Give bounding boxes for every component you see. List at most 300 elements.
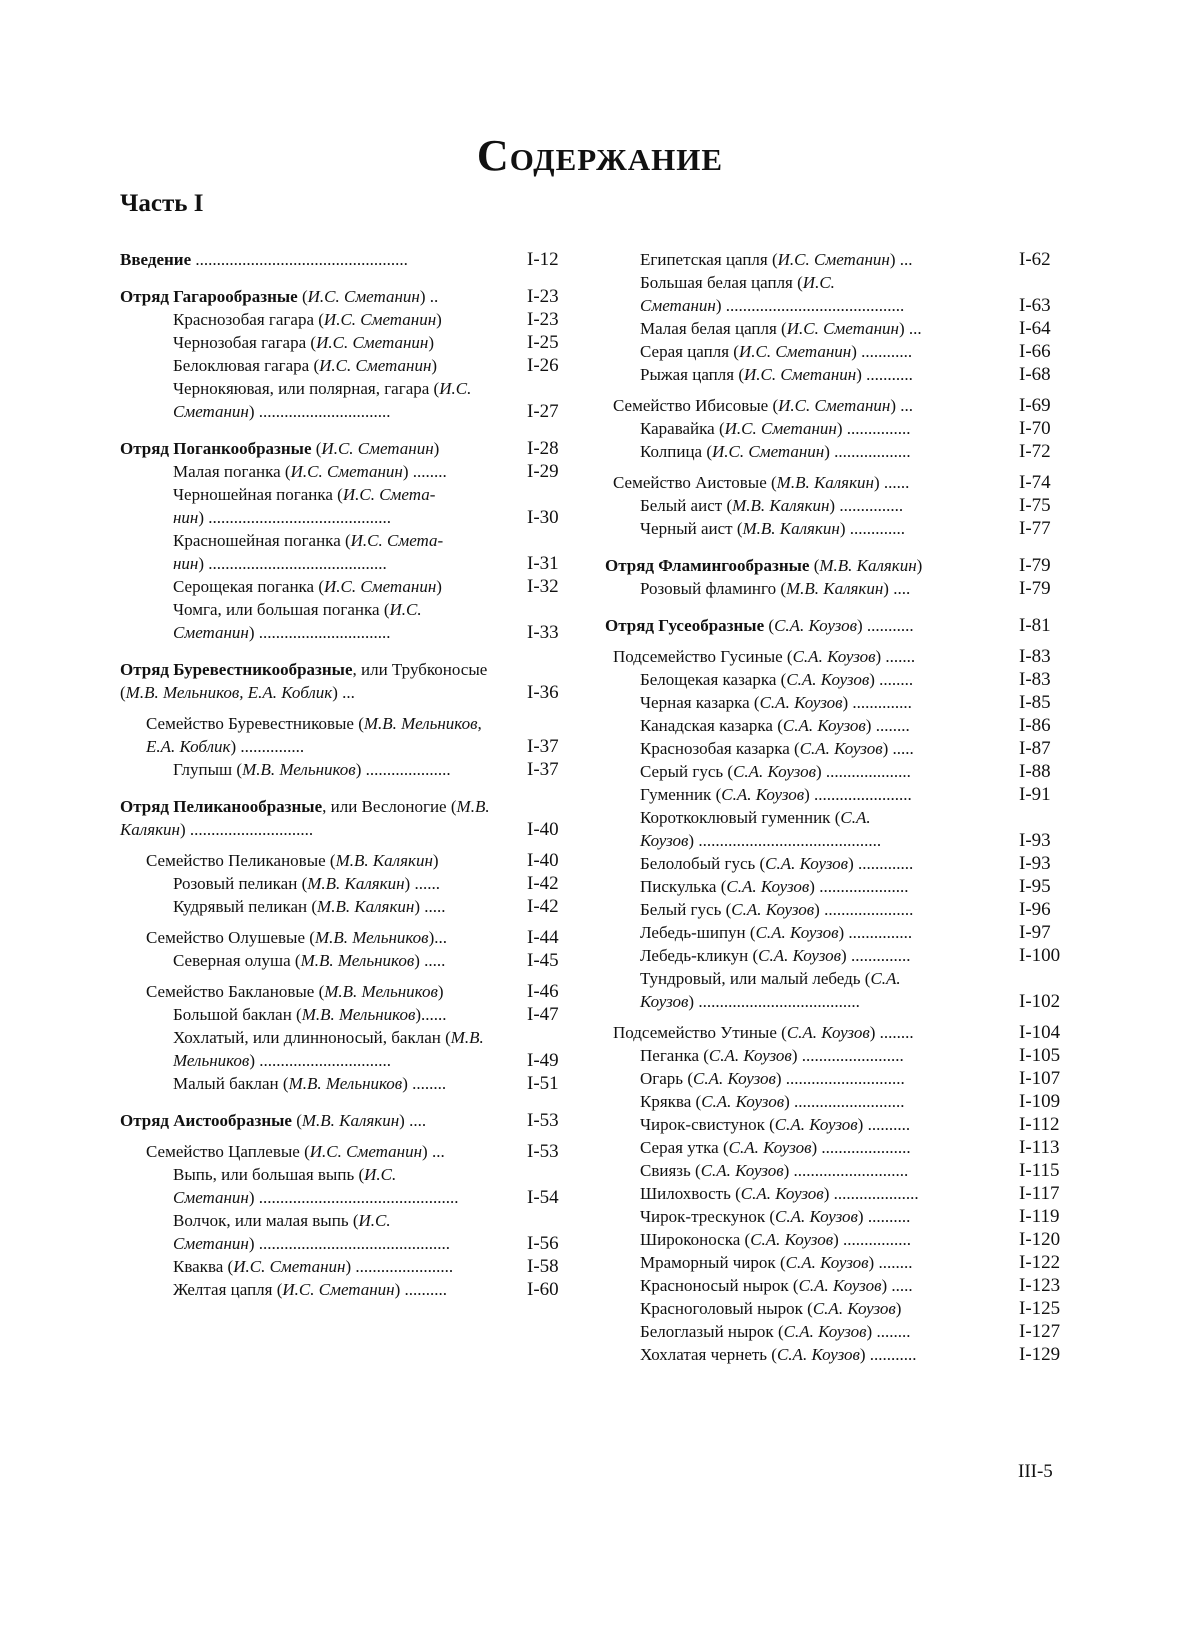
toc-leader-dots: ........................................... [694, 831, 882, 850]
toc-entry-text: Черный аист (М.В. Калякин) ............. [640, 519, 905, 538]
toc-entry-title: Серая цапля [640, 342, 730, 361]
toc-page-ref: I-12 [527, 249, 559, 270]
toc-leader-dots: .... [404, 1111, 427, 1130]
toc-entry-author: С.А. Коузов [782, 716, 866, 735]
toc-entry-subtitle: , или Трубконосые [352, 660, 488, 679]
toc-entry [605, 363, 1067, 386]
toc-leader-dots: .......................................... [204, 554, 387, 573]
toc-entry-title: Тундровый, или малый лебедь [640, 969, 861, 988]
toc-entry [605, 1113, 1067, 1136]
toc-page-ref: I-86 [1019, 715, 1051, 736]
toc-entry-title: Розовый пеликан [173, 874, 298, 893]
toc-entry-text: Кряква (С.А. Коузов) .......................... [640, 1092, 905, 1111]
toc-entry [120, 758, 575, 781]
toc-entry-author: С.А. Коузов [750, 1230, 834, 1249]
toc-page-ref: I-40 [527, 850, 559, 871]
toc-leader-dots: ........................ [797, 1046, 904, 1065]
toc-page-ref: I-40 [527, 819, 559, 840]
toc-entry [605, 645, 1067, 668]
toc-entry-title: Малая белая цапля [640, 319, 777, 338]
toc-entry [120, 1255, 575, 1278]
toc-entry-title: Красношейная поганка [173, 531, 341, 550]
toc-entry-title: Желтая цапля [173, 1280, 273, 1299]
toc-leader-dots: ............ [856, 342, 913, 361]
toc-entry [605, 417, 1067, 440]
toc-entry-title: Семейство Ибисовые [613, 396, 769, 415]
toc-entry-title: Семейство Баклановые [146, 982, 315, 1001]
toc-leader-dots: ....................... [351, 1257, 454, 1276]
toc-entry [120, 377, 575, 423]
toc-entry-title: Большая белая цапля [640, 273, 793, 292]
toc-entry-author: И.С. Сметанин [233, 1257, 346, 1276]
toc-entry-text: Белоглазый нырок (С.А. Коузов) ........ [640, 1322, 911, 1341]
toc-entry-text: Красношейная поганка (И.С. Смета-нин) .......................................... [173, 531, 444, 573]
toc-page-ref: I-97 [1019, 922, 1051, 943]
toc-page-ref: I-93 [1019, 853, 1051, 874]
toc-entry-text: Колпица (И.С. Сметанин) .................. [640, 442, 911, 461]
toc-entry-author: С.А. Коузов [799, 739, 883, 758]
toc-entry-text: Чирок-свистунок (С.А. Коузов) .......... [640, 1115, 911, 1134]
toc-page-ref: I-26 [527, 355, 559, 376]
toc-entry [605, 494, 1067, 517]
toc-entry-title: Колпица [640, 442, 703, 461]
toc-entry-text: Глупыш (М.В. Мельников) .................... [173, 760, 451, 779]
toc-entry [605, 668, 1067, 691]
toc-entry-author: С.А. Коузов [700, 1161, 784, 1180]
toc-entry-author: М.В. Калякин [786, 579, 884, 598]
toc-entry-title: Северная олуша [173, 951, 291, 970]
toc-leader-dots: ........ [872, 1322, 911, 1341]
toc-entry-text [120, 248, 505, 271]
toc-page-ref: I-63 [1019, 295, 1051, 316]
toc-leader-dots: ..................... [817, 1138, 911, 1157]
toc-entry-text: Чернокяювая, или полярная, гагара (И.С. Сметанин) ............................... [173, 379, 472, 421]
toc-entry-text: Серый гусь (С.А. Коузов) .................... [640, 762, 911, 781]
toc-entry-text: Семейство Олушевые (М.В. Мельников)... [146, 928, 447, 947]
toc-page-ref: I-28 [527, 438, 559, 459]
toc-entry [120, 1163, 575, 1209]
toc-entry-text: Отряд Аистообразные (М.В. Калякин) .... [120, 1111, 427, 1130]
toc-entry [120, 598, 575, 644]
toc-page-ref: I-33 [527, 622, 559, 643]
toc-entry-title: Черный аист [640, 519, 733, 538]
toc-page-ref: I-113 [1019, 1137, 1060, 1158]
toc-entry [120, 1072, 575, 1095]
toc-page-ref: I-25 [527, 332, 559, 353]
toc-page-ref: I-68 [1019, 364, 1051, 385]
toc-entry-title: Введение [120, 250, 192, 269]
toc-page-ref: I-107 [1019, 1068, 1061, 1089]
toc-entry-title: Красноголовый нырок [640, 1299, 803, 1318]
toc-page-ref: I-32 [527, 576, 559, 597]
toc-entry [605, 737, 1067, 760]
toc-entry-text: Желтая цапля (И.С. Сметанин) .......... [173, 1280, 448, 1299]
toc-entry-author: С.А. Коузов [726, 877, 810, 896]
toc-page-ref: I-44 [527, 927, 559, 948]
toc-entry-title: Белощекая казарка [640, 670, 777, 689]
toc-entry [120, 872, 575, 895]
toc-entry [605, 577, 1067, 600]
toc-entry-text: Выпь, или большая выпь (И.С. Сметанин) ............................................... [173, 1165, 459, 1207]
toc-page-ref: I-56 [527, 1233, 559, 1254]
toc-entry-text: Гуменник (С.А. Коузов) ....................... [640, 785, 912, 804]
toc-leader-dots: ............. [853, 854, 914, 873]
toc-entry [605, 1343, 1067, 1366]
toc-leader-dots: .................. [829, 442, 911, 461]
toc-entry-text: Подсемейство Гусиные (С.А. Коузов) ....... [613, 647, 916, 666]
toc-entry-title: Отряд Пеликанообразные [120, 797, 323, 816]
toc-entry-title: Розовый фламинго [640, 579, 777, 598]
toc-leader-dots: ............. [845, 519, 905, 538]
toc-entry [605, 317, 1067, 340]
toc-entry [120, 1003, 575, 1026]
toc-entry-author: И.С. Смета-нин [173, 531, 444, 573]
toc-entry-title: Чернозобая гагара [173, 333, 307, 352]
toc-entry-author: И.С. Сметанин [290, 462, 403, 481]
toc-page-ref: I-81 [1019, 615, 1051, 636]
toc-entry-author: И.С. Сметанин [323, 310, 437, 329]
toc-entry-text: Хохлатый, или длинноносый, баклан (М.В. Мельников) ............................... [173, 1028, 484, 1070]
toc-page-ref: I-91 [1019, 784, 1051, 805]
toc-entry-text: Красноголовый нырок (С.А. Коузов) [640, 1299, 902, 1318]
toc-page-ref: I-37 [527, 736, 559, 757]
toc-entry-text: Отряд Поганкообразные (И.С. Сметанин) [120, 439, 440, 458]
toc-entry [120, 575, 575, 598]
toc-entry-title: Белый аист [640, 496, 723, 515]
toc-entry-author: М.В. Калякин [732, 496, 830, 515]
toc-leader-dots: .................... [829, 1184, 919, 1203]
toc-entry-author: М.В. Калякин [317, 897, 415, 916]
toc-leader-dots: ..................... [814, 877, 909, 896]
toc-entry-author: И.С. Сметанин [309, 1142, 423, 1161]
toc-page-ref: I-49 [527, 1050, 559, 1071]
toc-entry-title: Черношейная поганка [173, 485, 333, 504]
toc-page-ref: I-23 [527, 309, 559, 330]
toc-leader-dots: ............................................. [254, 1234, 451, 1253]
toc-entry-author: М.В. Калякин [742, 519, 840, 538]
toc-entry-title: Краснозобая казарка [640, 739, 790, 758]
toc-entry-text: Большая белая цапля (И.С. Сметанин) .......................................... [640, 273, 905, 315]
toc-entry-title: Большой баклан [173, 1005, 292, 1024]
toc-page-ref: I-119 [1019, 1206, 1060, 1227]
toc-entry-author: М.В. Мельников [301, 1005, 416, 1024]
toc-entry-author: И.С. Сметанин [321, 439, 434, 458]
toc-entry-author: М.В. Калякин [120, 797, 490, 839]
toc-entry-text: Отряд Фламингообразные (М.В. Калякин) [605, 556, 923, 575]
toc-entry [120, 1140, 575, 1163]
toc-entry [605, 1205, 1067, 1228]
toc-entry-author: С.А. Коузов [701, 1092, 785, 1111]
toc-entry-author: С.А. Коузов [740, 1184, 824, 1203]
toc-entry [605, 806, 1067, 852]
toc-entry-text: Волчок, или малая выпь (И.С. Сметанин) ............................................. [173, 1211, 451, 1253]
toc-entry-title: Серощекая поганка [173, 577, 315, 596]
toc-page-ref: I-83 [1019, 669, 1051, 690]
toc-entry-author: С.А. Коузов [792, 647, 876, 666]
toc-entry-title: Гуменник [640, 785, 712, 804]
toc-entry-author: С.А. Коузов [708, 1046, 792, 1065]
toc-entry-author: С.А. Коузов [798, 1276, 882, 1295]
toc-leader-dots: ........ [407, 1074, 447, 1093]
toc-entry-text: Белый гусь (С.А. Коузов) ..................... [640, 900, 914, 919]
toc-leader-dots: ............... [844, 923, 913, 942]
toc-entry [120, 460, 575, 483]
toc-entry-text: Пискулька (С.А. Коузов) ..................... [640, 877, 909, 896]
toc-entry-text: Краснозобая гагара (И.С. Сметанин) [173, 310, 442, 329]
toc-entry-text: Чернозобая гагара (И.С. Сметанин) [173, 333, 434, 352]
toc-entry-title: Чомга, или большая поганка [173, 600, 380, 619]
toc-leader-dots: ..... [419, 951, 446, 970]
toc-entry-text: Огарь (С.А. Коузов) ............................ [640, 1069, 905, 1088]
toc-entry [605, 921, 1067, 944]
toc-entry-text: Отряд Пеликанообразные, или Веслоногие (М.В. Калякин) ............................. [120, 797, 490, 839]
toc-entry-title: Огарь [640, 1069, 684, 1088]
toc-entry [605, 1228, 1067, 1251]
toc-entry [605, 1067, 1067, 1090]
toc-leader-dots: .......... [863, 1207, 911, 1226]
toc-entry-text: Черная казарка (С.А. Коузов) .............. [640, 693, 912, 712]
toc-entry-title: Кряква [640, 1092, 692, 1111]
toc-page-ref: I-123 [1019, 1275, 1061, 1296]
toc-page-ref: I-93 [1019, 830, 1051, 851]
toc-entry-title: Краснозобая гагара [173, 310, 314, 329]
toc-entry-text: Чомга, или большая поганка (И.С. Сметанин) ............................... [173, 600, 422, 642]
toc-entry-title: Семейство Олушевые [146, 928, 306, 947]
toc-entry-text: Кудрявый пеликан (М.В. Калякин) ..... [173, 897, 446, 916]
toc-page-ref: I-72 [1019, 441, 1051, 462]
toc-entry-title: Красноносый нырок [640, 1276, 789, 1295]
toc-entry-title: Кудрявый пеликан [173, 897, 308, 916]
toc-entry-title: Выпь, или большая выпь [173, 1165, 355, 1184]
toc-leader-dots: ............................................... [254, 1188, 459, 1207]
toc-entry-title: Лебедь-шипун [640, 923, 746, 942]
toc-leader-dots: ..... [888, 739, 914, 758]
toc-entry-text: Белый аист (М.В. Калякин) ............... [640, 496, 904, 515]
toc-page-ref: I-51 [527, 1073, 559, 1094]
toc-leader-dots: ............................. [185, 820, 314, 839]
toc-entry-author: М.В. Мельников [242, 760, 356, 779]
toc-entry-text: Каравайка (И.С. Сметанин) ............... [640, 419, 911, 438]
toc-entry [120, 658, 575, 704]
toc-entry [605, 1251, 1067, 1274]
toc-entry [605, 1044, 1067, 1067]
toc-leader-dots: ..................... [819, 900, 914, 919]
toc-page-ref: I-31 [527, 553, 559, 574]
page-title: Содержание [476, 131, 724, 180]
toc-leader-dots: ........ [875, 1023, 914, 1042]
toc-leader-dots: .............. [846, 946, 911, 965]
toc-leader-dots: ...... [879, 473, 910, 492]
toc-entry-title: Широконоска [640, 1230, 741, 1249]
toc-page-ref: I-79 [1019, 578, 1051, 599]
toc-entry-text: Лебедь-шипун (С.А. Коузов) ............... [640, 923, 913, 942]
toc-entry [120, 483, 575, 529]
toc-entry-title: Глупыш [173, 760, 233, 779]
toc-entry [120, 1109, 575, 1132]
toc-entry [605, 714, 1067, 737]
toc-entry-title: Серый гусь [640, 762, 724, 781]
toc-entry-subtitle: , или Веслоногие [322, 797, 447, 816]
toc-entry [605, 340, 1067, 363]
toc-entry-text: Серая утка (С.А. Коузов) ..................... [640, 1138, 911, 1157]
toc-entry-title: Каравайка [640, 419, 715, 438]
toc-page-ref: I-42 [527, 896, 559, 917]
toc-entry-text: Малый баклан (М.В. Мельников) ........ [173, 1074, 447, 1093]
toc-entry-author: И.С. Сметанин [738, 342, 852, 361]
toc-leader-dots: .............. [848, 693, 912, 712]
toc-page-ref: I-46 [527, 981, 559, 1002]
toc-leader-dots: ........ [408, 462, 447, 481]
toc-leader-dots: ............................ [781, 1069, 905, 1088]
toc-page-ref: I-27 [527, 401, 559, 422]
toc-entry-text: Семейство Цаплевые (И.С. Сметанин) ... [146, 1142, 445, 1161]
toc-entry-text: Серощекая поганка (И.С. Сметанин) [173, 577, 442, 596]
toc-entry [605, 898, 1067, 921]
toc-entry-author: С.А. Коузов [765, 854, 849, 873]
toc-entry-title: Семейство Пеликановые [146, 851, 326, 870]
toc-entry [120, 926, 575, 949]
toc-entry [605, 248, 1067, 271]
toc-entry [605, 783, 1067, 806]
toc-entry [120, 1278, 575, 1301]
toc-entry-author: М.В. Мельников, Е.А. Коблик [125, 683, 333, 702]
toc-entry-text: Розовый пеликан (М.В. Калякин) ...... [173, 874, 440, 893]
toc-page-ref: I-53 [527, 1141, 559, 1162]
toc-leader-dots: ............................... [254, 402, 391, 421]
toc-entry-text: Отряд Гусеобразные (С.А. Коузов) ........... [605, 616, 914, 635]
toc-entry-text: Семейство Ибисовые (И.С. Сметанин) ... [613, 396, 914, 415]
toc-entry-text: Розовый фламинго (М.В. Калякин) .... [640, 579, 911, 598]
toc-page-ref: I-85 [1019, 692, 1051, 713]
toc-entry-title: Мраморный чирок [640, 1253, 776, 1272]
toc-entry-author: И.С. Сметанин [786, 319, 899, 338]
toc-entry-text: Египетская цапля (И.С. Сметанин) ... [640, 250, 913, 269]
toc-page-ref: I-100 [1019, 945, 1061, 966]
toc-leader-dots: .. [425, 287, 439, 306]
toc-entry-author: М.В. Калякин [307, 874, 405, 893]
toc-entry-text: Малая поганка (И.С. Сметанин) ........ [173, 462, 447, 481]
toc-entry-text: Серая цапля (И.С. Сметанин) ............ [640, 342, 913, 361]
toc-entry-title: Рыжая цапля [640, 365, 735, 384]
toc-leader-dots: ........ [871, 716, 910, 735]
toc-page-ref: I-60 [527, 1279, 559, 1300]
toc-entry-text: Лебедь-кликун (С.А. Коузов) .............. [640, 946, 911, 965]
toc-page-ref: I-115 [1019, 1160, 1060, 1181]
toc-entry-author: И.С. Сметанин [282, 1280, 395, 1299]
toc-entry-author: С.А. Коузов [774, 616, 857, 635]
toc-entry-author: М.В. Мельников [173, 1028, 484, 1070]
toc-entry-text: Канадская казарка (С.А. Коузов) ........ [640, 716, 910, 735]
toc-entry-title: Канадская казарка [640, 716, 773, 735]
toc-page-ref: I-122 [1019, 1252, 1061, 1273]
toc-page-ref: I-37 [527, 759, 559, 780]
toc-page-ref: I-29 [527, 461, 559, 482]
toc-entry [605, 1274, 1067, 1297]
toc-leader-dots: .......... [863, 1115, 911, 1134]
toc-leader-dots: ... [434, 928, 447, 947]
toc-entry-title: Серая утка [640, 1138, 719, 1157]
toc-leader-dots: ..... [887, 1276, 913, 1295]
toc-entry [120, 949, 575, 972]
toc-entry-title: Свиязь [640, 1161, 691, 1180]
toc-entry [605, 1136, 1067, 1159]
toc-entry-title: Хохлатый, или длинноносый, баклан [173, 1028, 441, 1047]
toc-entry [120, 712, 575, 758]
toc-entry-author: С.А. Коузов [733, 762, 816, 781]
toc-page-ref: I-88 [1019, 761, 1051, 782]
toc-entry [605, 554, 1067, 577]
toc-entry-title: Отряд Поганкообразные [120, 439, 312, 458]
toc-page-ref: I-105 [1019, 1045, 1061, 1066]
toc-leader-dots: ...... [410, 874, 440, 893]
toc-entry-author: С.А. Коузов [776, 1345, 860, 1364]
toc-entry-title: Белый гусь [640, 900, 722, 919]
toc-leader-dots: ... [427, 1142, 445, 1161]
toc-leader-dots: ...... [421, 1005, 447, 1024]
toc-page-ref: I-45 [527, 950, 559, 971]
toc-entry-author: И.С. Сметанин [316, 333, 429, 352]
toc-entry-title: Семейство Буревестниковые [146, 714, 354, 733]
toc-entry [120, 437, 575, 460]
toc-leader-dots: ........ [874, 670, 914, 689]
toc-page-ref: I-74 [1019, 472, 1051, 493]
toc-entry-title: Чирок-свистунок [640, 1115, 765, 1134]
toc-page-ref: I-70 [1019, 418, 1051, 439]
toc-entry [605, 614, 1067, 637]
toc-leader-dots: ....................... [809, 785, 912, 804]
toc-page-ref: I-75 [1019, 495, 1051, 516]
toc-entry-author: И.С. Сметанин [778, 396, 891, 415]
toc-entry-text: Отряд Буревестникообразные, или Трубконосые (М.В. Мельников, Е.А. Коблик) ... [120, 660, 488, 702]
toc-leader-dots: ... [904, 319, 922, 338]
toc-leader-dots: ........... [861, 365, 913, 384]
toc-entry-text: Хохлатая чернеть (С.А. Коузов) ........... [640, 1345, 917, 1364]
toc-entry-title: Белоклювая гагара [173, 356, 310, 375]
toc-entry-title: Короткоклювый гуменник [640, 808, 831, 827]
toc-entry-text: Подсемейство Утиные (С.А. Коузов) ........ [613, 1023, 914, 1042]
toc-entry [605, 691, 1067, 714]
toc-entry-title: Отряд Гусеобразные [605, 616, 765, 635]
toc-page-ref: I-83 [1019, 646, 1051, 667]
toc-page-ref: I-58 [527, 1256, 559, 1277]
toc-entry [120, 331, 575, 354]
toc-page-ref: I-66 [1019, 341, 1051, 362]
toc-entry-title: Египетская цапля [640, 250, 768, 269]
toc-page-ref: I-125 [1019, 1298, 1061, 1319]
toc-leader-dots: .................................................. [191, 250, 408, 269]
toc-entry-text: Короткоклювый гуменник (С.А. Коузов) ........................................... [640, 808, 882, 850]
toc-entry-title: Семейство Аистовые [613, 473, 767, 492]
toc-leader-dots: ........... [865, 1345, 917, 1364]
toc-entry-text: Шилохвость (С.А. Коузов) .................... [640, 1184, 919, 1203]
toc-entry-author: С.А. Коузов [721, 785, 805, 804]
toc-page-ref: I-77 [1019, 518, 1051, 539]
toc-entry-title: Семейство Цаплевые [146, 1142, 300, 1161]
toc-leader-dots: ............... [842, 419, 911, 438]
toc-entry-author: С.А. Коузов [692, 1069, 776, 1088]
toc-entry-author: С.А. Коузов [728, 1138, 812, 1157]
toc-entry-text: Широконоска (С.А. Коузов) ................ [640, 1230, 911, 1249]
toc-page-ref: I-117 [1019, 1183, 1060, 1204]
toc-page-ref: I-54 [527, 1187, 559, 1208]
toc-entry-title: Отряд Буревестникообразные [120, 660, 353, 679]
toc-entry [605, 271, 1067, 317]
toc-entry [120, 354, 575, 377]
toc-leader-dots: ............... [835, 496, 904, 515]
toc-entry [120, 308, 575, 331]
toc-page-ref: I-120 [1019, 1229, 1061, 1250]
toc-entry-author: И.С. Сметанин [724, 419, 837, 438]
